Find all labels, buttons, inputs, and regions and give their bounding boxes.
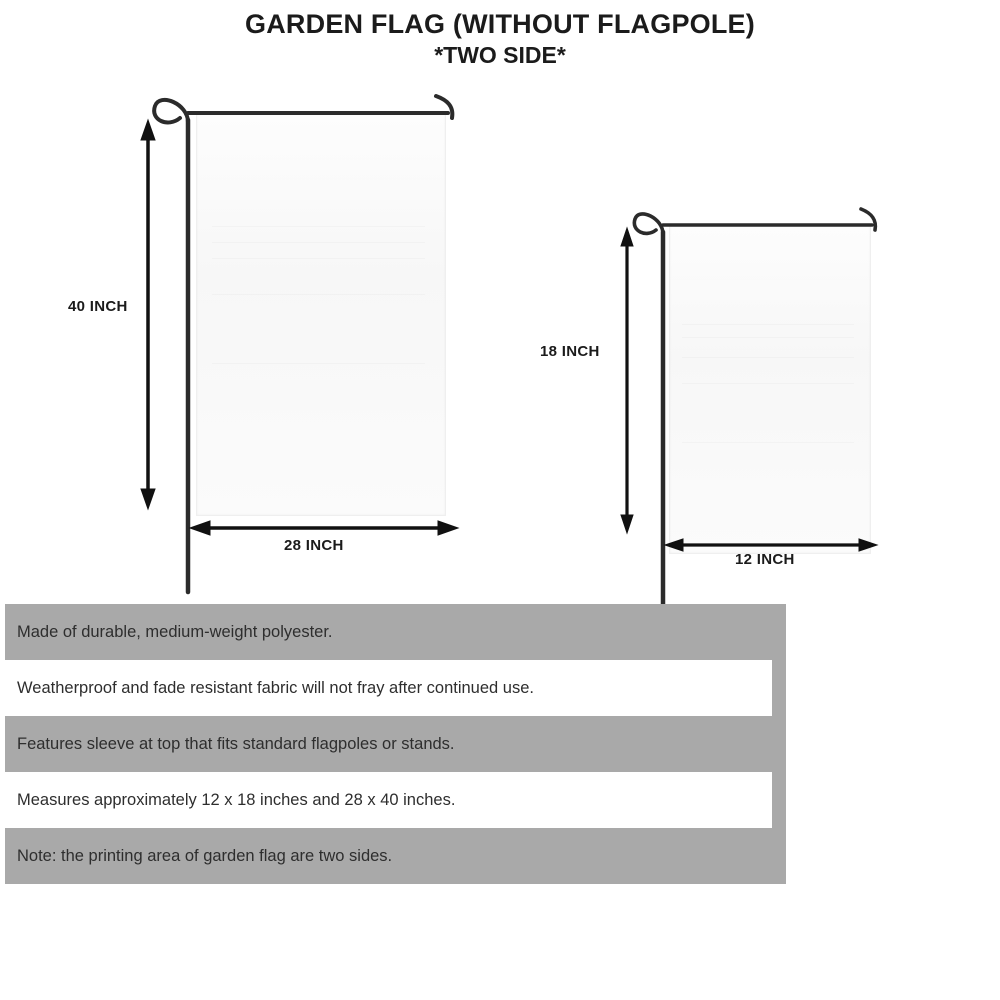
title-line-1: GARDEN FLAG (WITHOUT FLAGPOLE) bbox=[245, 9, 755, 39]
list-item bbox=[5, 660, 786, 716]
feature-text: Measures approximately 12 x 18 inches and 28 x 40 inches. bbox=[17, 790, 456, 809]
large-flag-fabric bbox=[196, 113, 446, 516]
list-item bbox=[5, 604, 786, 660]
page-title bbox=[0, 8, 1000, 69]
large-flag-height-label: 40 INCH bbox=[68, 298, 128, 315]
large-width-arrow bbox=[190, 521, 458, 535]
small-height-arrow bbox=[621, 228, 633, 533]
small-flag-height-label: 18 INCH bbox=[540, 343, 600, 360]
list-item bbox=[5, 772, 786, 828]
small-flag-width-label: 12 INCH bbox=[735, 551, 795, 568]
large-height-arrow bbox=[141, 120, 155, 509]
feature-text: Note: the printing area of garden flag are two sides. bbox=[17, 846, 393, 865]
row-edge-band bbox=[772, 660, 786, 716]
list-item bbox=[5, 716, 786, 772]
title-line-2: *TWO SIDE* bbox=[434, 42, 566, 68]
large-flag-width-label: 28 INCH bbox=[284, 537, 344, 554]
feature-text: Made of durable, medium-weight polyester. bbox=[17, 622, 333, 641]
small-flag-fabric bbox=[669, 225, 871, 554]
row-edge-band bbox=[772, 772, 786, 828]
feature-text: Weatherproof and fade resistant fabric will not fray after continued use. bbox=[17, 678, 534, 697]
feature-list bbox=[5, 604, 786, 884]
list-item bbox=[5, 828, 786, 884]
feature-text: Features sleeve at top that fits standard flagpoles or stands. bbox=[17, 734, 455, 753]
